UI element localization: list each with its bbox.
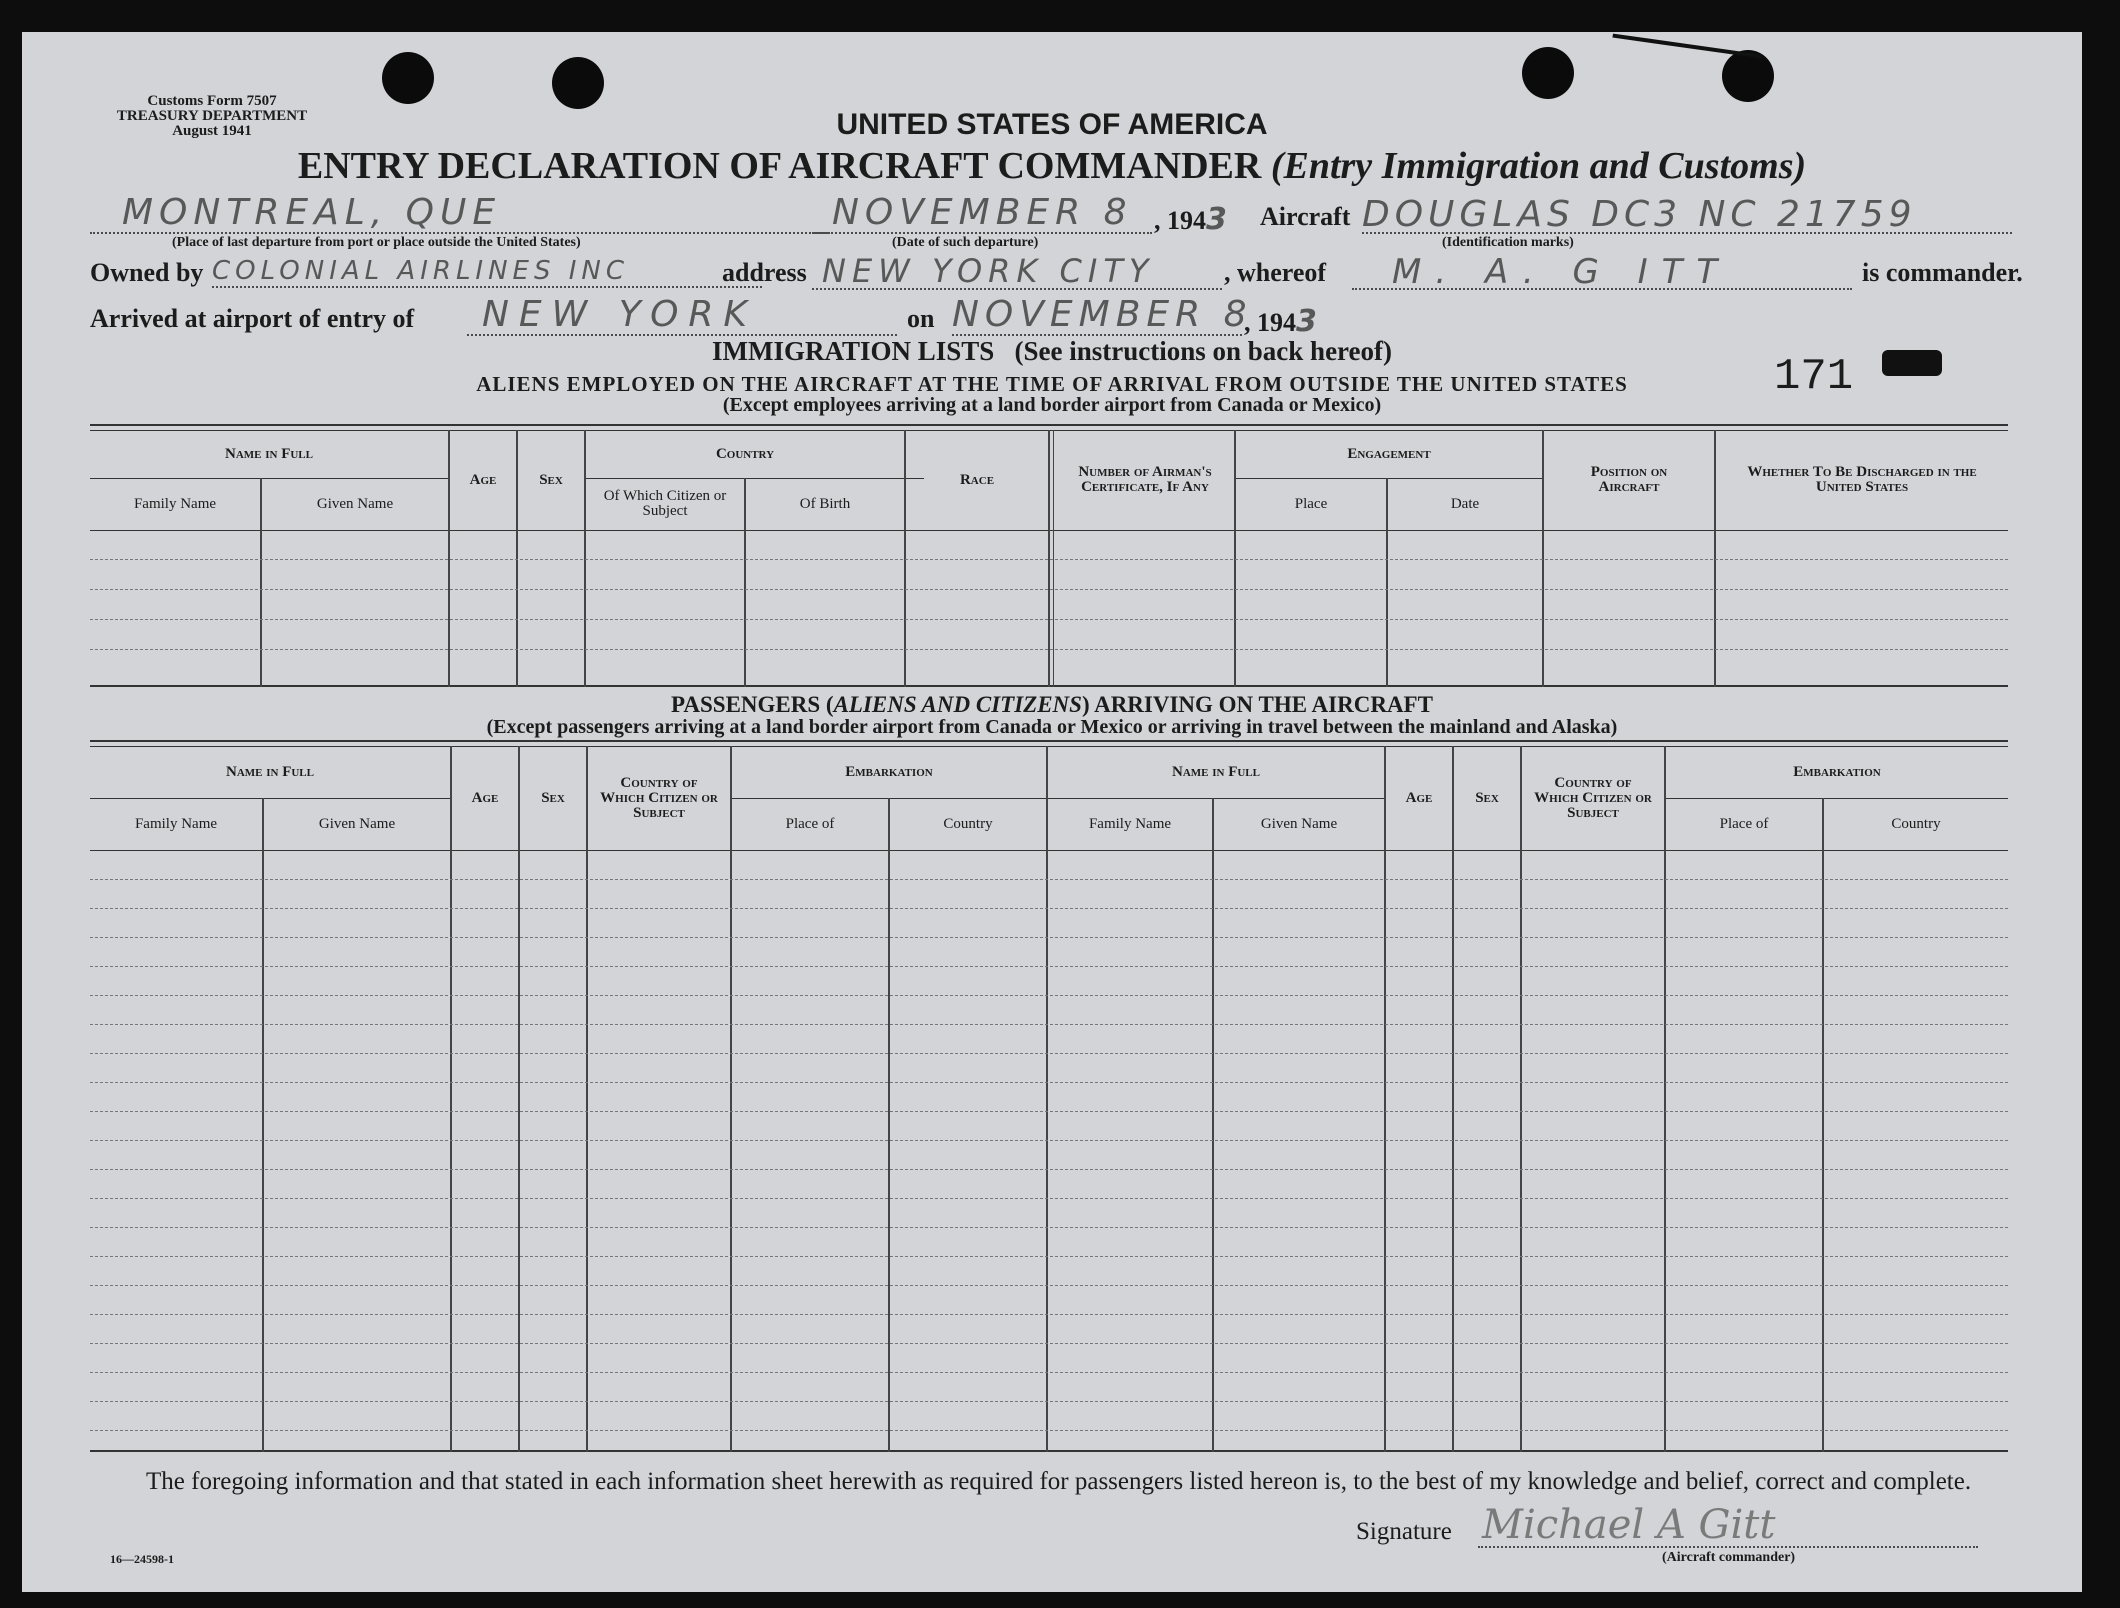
stamp-number: 171 xyxy=(1774,352,1854,402)
form-title xyxy=(22,144,2082,188)
imm-col-birth: Of Birth xyxy=(799,495,851,512)
departure-date-caption: (Date of such departure) xyxy=(892,235,1039,250)
imm-col-certificate: Number of Airman's Certificate, If Any xyxy=(1078,464,1212,495)
imm-col-sex: Sex xyxy=(539,471,563,488)
departure-place-value: MONTREAL, QUE xyxy=(122,192,502,233)
signature-caption: (Aircraft commander) xyxy=(1662,1550,1796,1565)
pax-col-country: Country of Which Citizen or Subject xyxy=(600,774,718,821)
address-value: NEW YORK CITY xyxy=(822,252,1155,290)
imm-col-age: Age xyxy=(469,471,497,488)
pax-col-embark-country: Country xyxy=(943,815,993,832)
imm-col-position: Position on Aircraft xyxy=(1590,464,1668,495)
arrival-airport-value: NEW YORK xyxy=(482,294,758,335)
imm-col-race: Race xyxy=(959,471,995,488)
punch-hole-icon xyxy=(552,57,604,109)
aircraft-id-value: DOUGLAS DC3 NC 21759 xyxy=(1362,194,1917,235)
pax-col-embark-country-2: Country xyxy=(1891,815,1941,832)
punch-hole-icon xyxy=(1722,50,1774,102)
aircraft-id-caption: (Identification marks) xyxy=(1442,235,1574,250)
owned-by-label: Owned by xyxy=(90,258,204,287)
pax-col-sex: Sex xyxy=(541,789,565,806)
punch-hole-icon xyxy=(1522,47,1574,99)
imm-col-citizen: Of Which Citizen or Subject xyxy=(603,488,727,519)
pax-col-age-2: Age xyxy=(1405,789,1433,806)
imm-col-country: Country xyxy=(715,445,775,462)
pax-col-embarkation: Embarkation xyxy=(845,763,933,780)
is-commander-label: is commander. xyxy=(1862,258,2023,287)
arrival-date-value: NOVEMBER 8 xyxy=(952,294,1253,335)
certification-statement: The foregoing information and that stated in each information sheet herewith as required for passengers listed hereon is, to the best of my knowledge and belief, correct and complete. xyxy=(146,1468,1972,1495)
pax-col-given: Given Name xyxy=(318,815,396,832)
pax-col-given-2: Given Name xyxy=(1260,815,1338,832)
whereof-label: , whereof xyxy=(1224,258,1327,287)
commander-value: M. A. G ITT xyxy=(1392,252,1732,292)
country-heading: UNITED STATES OF AMERICA xyxy=(836,108,1268,141)
pax-col-country-2: Country of Which Citizen or Subject xyxy=(1534,774,1652,821)
imm-col-discharged: Whether To Be Discharged in the United States xyxy=(1747,464,1977,495)
signature-image: Michael A Gitt xyxy=(1482,1502,1776,1548)
immigration-heading: IMMIGRATION LISTS (See instructions on back hereof) xyxy=(711,336,1393,366)
pax-col-family-2: Family Name xyxy=(1088,815,1172,832)
passengers-note: (Except passengers arriving at a land border airport from Canada or Mexico or arriving in travel between the mainland and Alaska) xyxy=(486,716,1618,738)
imm-col-place: Place xyxy=(1294,495,1328,512)
print-code: 16—24598-1 xyxy=(110,1552,174,1566)
address-label: address xyxy=(722,258,807,287)
imm-col-family: Family Name xyxy=(133,495,217,512)
passengers-heading: PASSENGERS (ALIENS AND CITIZENS) ARRIVING ON THE AIRCRAFT xyxy=(671,692,1433,717)
form-title-main: ENTRY DECLARATION OF AIRCRAFT COMMANDER xyxy=(297,145,1262,187)
departure-place-caption: (Place of last departure from port or place outside the United States) xyxy=(172,235,581,250)
pax-col-place: Place of xyxy=(785,815,835,832)
imm-col-name: Name in Full xyxy=(224,445,313,462)
on-label: on xyxy=(907,304,935,333)
pax-col-sex-2: Sex xyxy=(1475,789,1499,806)
immigration-note: (Except employees arriving at a land border airport from Canada or Mexico) xyxy=(722,394,1382,416)
arrived-label: Arrived at airport of entry of xyxy=(90,304,415,333)
form-date: August 1941 xyxy=(172,123,252,139)
imm-col-given: Given Name xyxy=(316,495,394,512)
department-name: TREASURY DEPARTMENT xyxy=(116,108,308,124)
immigration-subheading: ALIENS EMPLOYED ON THE AIRCRAFT AT THE TIME OF ARRIVAL FROM OUTSIDE THE UNITED STATES xyxy=(476,372,1628,396)
arrival-year: , 1943 xyxy=(1244,304,1317,339)
form-title-sub: (Entry Immigration and Customs) xyxy=(1270,145,1807,187)
pax-col-name-2: Name in Full xyxy=(1171,763,1260,780)
form-number: Customs Form 7507 xyxy=(147,93,277,109)
pen-mark xyxy=(1612,34,1761,59)
imm-col-date: Date xyxy=(1450,495,1480,512)
aircraft-label: Aircraft xyxy=(1260,202,1351,231)
departure-date-value: NOVEMBER 8 xyxy=(832,192,1133,233)
pax-col-place-2: Place of xyxy=(1719,815,1769,832)
pax-col-embarkation-2: Embarkation xyxy=(1793,763,1881,780)
pax-col-age: Age xyxy=(471,789,499,806)
pax-col-name: Name in Full xyxy=(225,763,314,780)
signature-label: Signature xyxy=(1356,1518,1452,1545)
punch-hole-icon xyxy=(382,52,434,104)
owner-value: COLONIAL AIRLINES INC xyxy=(212,256,630,286)
pax-col-family: Family Name xyxy=(134,815,218,832)
imm-col-engagement: Engagement xyxy=(1347,445,1431,462)
form-sheet xyxy=(22,32,2082,1592)
departure-year: , 1943 xyxy=(1154,202,1227,237)
